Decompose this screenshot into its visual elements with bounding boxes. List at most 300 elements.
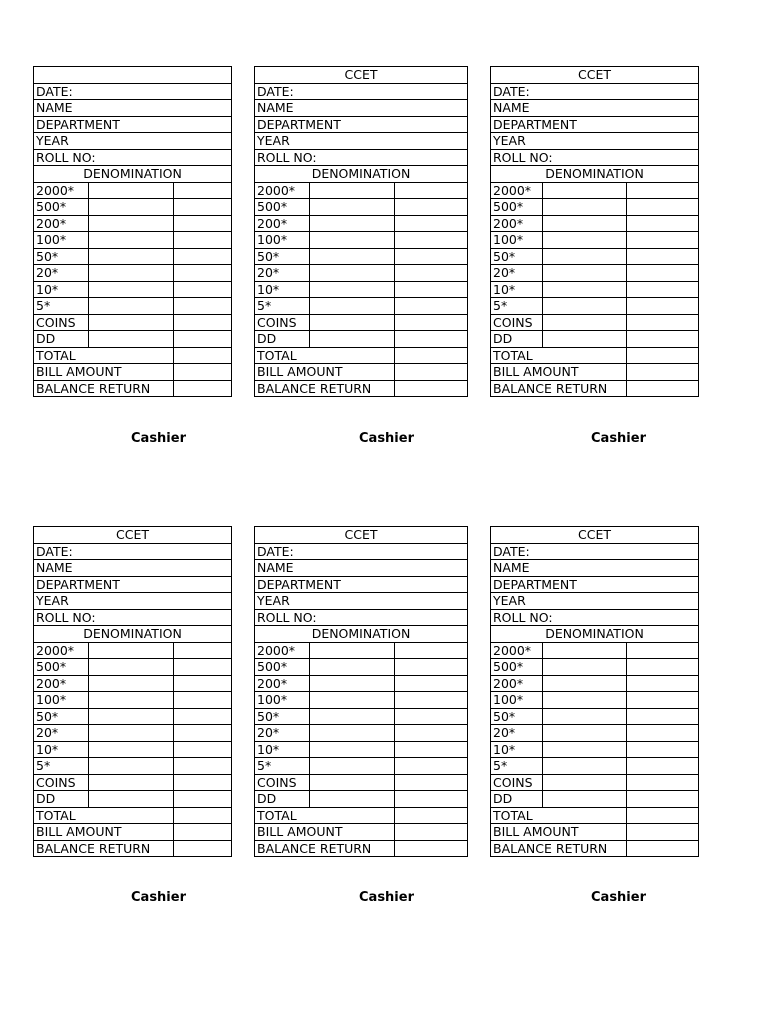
- info-label: DEPARTMENT: [255, 576, 468, 593]
- denomination-label: COINS: [491, 314, 543, 331]
- info-label: NAME: [34, 560, 232, 577]
- denomination-amount-cell: [174, 659, 232, 676]
- denomination-amount-cell: [174, 692, 232, 709]
- denomination-label: 50*: [491, 248, 543, 265]
- denomination-label: DD: [34, 331, 89, 348]
- summary-label: BILL AMOUNT: [491, 824, 627, 841]
- denomination-amount-cell: [174, 741, 232, 758]
- denomination-count-cell: [543, 215, 627, 232]
- denomination-count-cell: [89, 298, 174, 315]
- denomination-count-cell: [310, 248, 395, 265]
- info-row: [34, 576, 232, 593]
- summary-amount-cell: [174, 807, 232, 824]
- denomination-amount-cell: [627, 642, 699, 659]
- summary-row: [34, 824, 232, 841]
- summary-row: [491, 380, 699, 397]
- denomination-count-cell: [89, 642, 174, 659]
- denomination-amount-cell: [395, 232, 468, 249]
- denomination-label: 2000*: [34, 642, 89, 659]
- summary-amount-cell: [174, 347, 232, 364]
- denomination-row: [491, 265, 699, 282]
- cash-receipt-slip: [490, 526, 699, 857]
- summary-amount-cell: [395, 347, 468, 364]
- info-label: DATE:: [34, 543, 232, 560]
- info-row: [34, 133, 232, 150]
- denomination-row: [255, 774, 468, 791]
- summary-amount-cell: [174, 840, 232, 857]
- denomination-amount-cell: [395, 774, 468, 791]
- denomination-label: 100*: [34, 692, 89, 709]
- denomination-amount-cell: [395, 708, 468, 725]
- summary-row: [255, 364, 468, 381]
- denomination-row: [255, 692, 468, 709]
- denomination-count-cell: [543, 791, 627, 808]
- denomination-count-cell: [89, 281, 174, 298]
- denomination-count-cell: [543, 758, 627, 775]
- summary-row: [491, 364, 699, 381]
- denomination-row: [255, 314, 468, 331]
- denomination-label: 200*: [255, 675, 310, 692]
- cashier-signature-label: Cashier: [359, 890, 414, 905]
- denomination-count-cell: [310, 642, 395, 659]
- denomination-count-cell: [310, 215, 395, 232]
- denomination-amount-cell: [395, 199, 468, 216]
- denomination-amount-cell: [395, 791, 468, 808]
- denomination-row: [34, 675, 232, 692]
- denomination-header: DENOMINATION: [491, 166, 699, 183]
- denomination-row: [255, 182, 468, 199]
- summary-row: [491, 840, 699, 857]
- denomination-amount-cell: [395, 281, 468, 298]
- denomination-amount-cell: [627, 281, 699, 298]
- denomination-label: 100*: [255, 232, 310, 249]
- denomination-amount-cell: [627, 298, 699, 315]
- denomination-label: 5*: [491, 758, 543, 775]
- summary-label: TOTAL: [34, 807, 174, 824]
- info-row: [491, 149, 699, 166]
- denomination-amount-cell: [174, 331, 232, 348]
- denomination-amount-cell: [395, 725, 468, 742]
- info-row: [491, 560, 699, 577]
- denomination-row: [34, 331, 232, 348]
- info-label: DEPARTMENT: [255, 116, 468, 133]
- info-row: [255, 576, 468, 593]
- summary-label: BILL AMOUNT: [255, 364, 395, 381]
- denomination-header-row: [34, 626, 232, 643]
- denomination-label: DD: [34, 791, 89, 808]
- info-label: YEAR: [491, 593, 699, 610]
- summary-label: BALANCE RETURN: [255, 840, 395, 857]
- denomination-label: 2000*: [491, 642, 543, 659]
- denomination-row: [34, 232, 232, 249]
- denomination-count-cell: [89, 675, 174, 692]
- summary-row: [255, 840, 468, 857]
- denomination-amount-cell: [174, 791, 232, 808]
- info-label: NAME: [255, 100, 468, 117]
- denomination-label: 10*: [255, 281, 310, 298]
- info-row: [255, 609, 468, 626]
- denomination-label: DD: [491, 791, 543, 808]
- denomination-row: [491, 232, 699, 249]
- denomination-amount-cell: [395, 215, 468, 232]
- denomination-row: [34, 708, 232, 725]
- denomination-amount-cell: [627, 248, 699, 265]
- info-row: [255, 83, 468, 100]
- info-row: [255, 133, 468, 150]
- denomination-amount-cell: [174, 215, 232, 232]
- info-row: [491, 100, 699, 117]
- denomination-header-row: [255, 626, 468, 643]
- info-label: ROLL NO:: [34, 149, 232, 166]
- denomination-count-cell: [543, 331, 627, 348]
- denomination-label: 5*: [34, 298, 89, 315]
- summary-amount-cell: [395, 364, 468, 381]
- denomination-row: [34, 281, 232, 298]
- summary-label: TOTAL: [34, 347, 174, 364]
- info-row: [491, 609, 699, 626]
- summary-label: TOTAL: [491, 807, 627, 824]
- denomination-amount-cell: [627, 199, 699, 216]
- denomination-row: [34, 791, 232, 808]
- summary-label: BILL AMOUNT: [34, 364, 174, 381]
- denomination-count-cell: [543, 298, 627, 315]
- denomination-label: 200*: [255, 215, 310, 232]
- denomination-row: [34, 774, 232, 791]
- denomination-row: [491, 675, 699, 692]
- denomination-row: [255, 298, 468, 315]
- denomination-label: 10*: [34, 741, 89, 758]
- denomination-label: 500*: [34, 659, 89, 676]
- denomination-amount-cell: [627, 331, 699, 348]
- denomination-count-cell: [89, 265, 174, 282]
- denomination-amount-cell: [627, 741, 699, 758]
- denomination-count-cell: [89, 199, 174, 216]
- denomination-row: [34, 642, 232, 659]
- denomination-count-cell: [543, 659, 627, 676]
- denomination-row: [491, 708, 699, 725]
- denomination-header-row: [34, 166, 232, 183]
- summary-row: [34, 840, 232, 857]
- summary-label: TOTAL: [491, 347, 627, 364]
- denomination-row: [34, 199, 232, 216]
- denomination-count-cell: [310, 314, 395, 331]
- denomination-label: 20*: [255, 725, 310, 742]
- info-row: [34, 149, 232, 166]
- denomination-amount-cell: [627, 791, 699, 808]
- info-row: [34, 100, 232, 117]
- denomination-count-cell: [89, 774, 174, 791]
- summary-row: [255, 807, 468, 824]
- denomination-amount-cell: [395, 758, 468, 775]
- denomination-count-cell: [543, 281, 627, 298]
- denomination-count-cell: [89, 659, 174, 676]
- info-label: DATE:: [34, 83, 232, 100]
- denomination-amount-cell: [174, 725, 232, 742]
- info-label: NAME: [255, 560, 468, 577]
- denomination-row: [34, 659, 232, 676]
- denomination-count-cell: [89, 215, 174, 232]
- summary-amount-cell: [174, 380, 232, 397]
- denomination-count-cell: [89, 331, 174, 348]
- denomination-label: 20*: [34, 725, 89, 742]
- summary-amount-cell: [395, 840, 468, 857]
- denomination-row: [34, 248, 232, 265]
- denomination-label: 200*: [34, 215, 89, 232]
- denomination-count-cell: [89, 692, 174, 709]
- denomination-row: [491, 774, 699, 791]
- info-row: [255, 560, 468, 577]
- summary-label: BALANCE RETURN: [255, 380, 395, 397]
- cashier-signature-label: Cashier: [131, 431, 186, 446]
- summary-row: [491, 347, 699, 364]
- denomination-count-cell: [310, 265, 395, 282]
- denomination-label: 50*: [255, 708, 310, 725]
- info-row: [34, 543, 232, 560]
- summary-label: BILL AMOUNT: [491, 364, 627, 381]
- info-row: [255, 543, 468, 560]
- info-label: DATE:: [491, 543, 699, 560]
- cash-receipt-slip: [33, 526, 232, 857]
- denomination-count-cell: [310, 725, 395, 742]
- denomination-count-cell: [543, 725, 627, 742]
- denomination-label: 50*: [34, 248, 89, 265]
- info-row: [34, 593, 232, 610]
- denomination-count-cell: [543, 199, 627, 216]
- denomination-label: DD: [491, 331, 543, 348]
- slip-header-row: [255, 67, 468, 84]
- denomination-label: 5*: [255, 298, 310, 315]
- denomination-amount-cell: [174, 758, 232, 775]
- denomination-count-cell: [89, 708, 174, 725]
- summary-row: [491, 824, 699, 841]
- info-row: [34, 609, 232, 626]
- denomination-count-cell: [310, 758, 395, 775]
- denomination-row: [255, 215, 468, 232]
- denomination-amount-cell: [174, 774, 232, 791]
- denomination-count-cell: [543, 314, 627, 331]
- denomination-label: 20*: [491, 725, 543, 742]
- info-label: YEAR: [34, 133, 232, 150]
- denomination-header: DENOMINATION: [34, 626, 232, 643]
- denomination-amount-cell: [627, 232, 699, 249]
- denomination-count-cell: [310, 182, 395, 199]
- summary-row: [255, 347, 468, 364]
- cashier-signature-label: Cashier: [591, 431, 646, 446]
- denomination-row: [34, 741, 232, 758]
- info-row: [491, 133, 699, 150]
- info-row: [491, 576, 699, 593]
- denomination-amount-cell: [627, 265, 699, 282]
- denomination-label: DD: [255, 331, 310, 348]
- info-label: YEAR: [255, 593, 468, 610]
- info-label: DATE:: [255, 543, 468, 560]
- denomination-count-cell: [543, 675, 627, 692]
- info-label: NAME: [491, 100, 699, 117]
- denomination-row: [255, 725, 468, 742]
- denomination-amount-cell: [395, 642, 468, 659]
- denomination-row: [491, 741, 699, 758]
- info-label: DEPARTMENT: [491, 576, 699, 593]
- denomination-count-cell: [543, 248, 627, 265]
- denomination-row: [255, 708, 468, 725]
- denomination-count-cell: [310, 675, 395, 692]
- denomination-label: 20*: [491, 265, 543, 282]
- denomination-count-cell: [310, 281, 395, 298]
- denomination-amount-cell: [174, 248, 232, 265]
- denomination-amount-cell: [174, 265, 232, 282]
- denomination-row: [34, 298, 232, 315]
- denomination-count-cell: [543, 182, 627, 199]
- denomination-count-cell: [89, 725, 174, 742]
- denomination-amount-cell: [395, 265, 468, 282]
- denomination-row: [491, 692, 699, 709]
- denomination-count-cell: [89, 232, 174, 249]
- slip-header: CCET: [491, 527, 699, 544]
- denomination-row: [34, 725, 232, 742]
- denomination-amount-cell: [395, 298, 468, 315]
- cash-receipt-slip: [490, 66, 699, 397]
- denomination-row: [491, 642, 699, 659]
- denomination-label: 50*: [255, 248, 310, 265]
- denomination-count-cell: [310, 298, 395, 315]
- info-row: [491, 593, 699, 610]
- denomination-count-cell: [310, 199, 395, 216]
- denomination-amount-cell: [174, 675, 232, 692]
- denomination-row: [34, 692, 232, 709]
- cashier-signature-label: Cashier: [131, 890, 186, 905]
- denomination-count-cell: [310, 692, 395, 709]
- denomination-row: [255, 232, 468, 249]
- denomination-label: 100*: [491, 692, 543, 709]
- cashier-signature-label: Cashier: [591, 890, 646, 905]
- info-label: NAME: [491, 560, 699, 577]
- denomination-count-cell: [89, 741, 174, 758]
- denomination-row: [255, 331, 468, 348]
- summary-amount-cell: [174, 824, 232, 841]
- denomination-row: [491, 199, 699, 216]
- slip-header-row: [491, 67, 699, 84]
- info-label: ROLL NO:: [491, 149, 699, 166]
- slip-header: CCET: [34, 527, 232, 544]
- denomination-row: [255, 642, 468, 659]
- slip-header-row: [34, 67, 232, 84]
- summary-row: [255, 824, 468, 841]
- denomination-label: 200*: [491, 215, 543, 232]
- denomination-row: [255, 281, 468, 298]
- denomination-label: 100*: [255, 692, 310, 709]
- denomination-label: 200*: [34, 675, 89, 692]
- info-label: YEAR: [491, 133, 699, 150]
- summary-amount-cell: [395, 807, 468, 824]
- denomination-label: 10*: [491, 741, 543, 758]
- summary-label: TOTAL: [255, 347, 395, 364]
- denomination-count-cell: [543, 741, 627, 758]
- denomination-count-cell: [310, 331, 395, 348]
- summary-row: [34, 364, 232, 381]
- info-row: [255, 116, 468, 133]
- info-label: DATE:: [491, 83, 699, 100]
- denomination-row: [491, 659, 699, 676]
- denomination-amount-cell: [174, 314, 232, 331]
- denomination-label: 10*: [491, 281, 543, 298]
- denomination-label: 500*: [255, 659, 310, 676]
- denomination-amount-cell: [174, 199, 232, 216]
- denomination-label: 20*: [34, 265, 89, 282]
- denomination-header-row: [491, 626, 699, 643]
- summary-amount-cell: [174, 364, 232, 381]
- denomination-label: 2000*: [34, 182, 89, 199]
- info-label: DEPARTMENT: [34, 576, 232, 593]
- denomination-row: [34, 314, 232, 331]
- denomination-label: DD: [255, 791, 310, 808]
- summary-row: [255, 380, 468, 397]
- denomination-label: 500*: [491, 659, 543, 676]
- summary-amount-cell: [627, 347, 699, 364]
- denomination-amount-cell: [627, 675, 699, 692]
- denomination-amount-cell: [174, 708, 232, 725]
- denomination-amount-cell: [395, 659, 468, 676]
- denomination-amount-cell: [627, 758, 699, 775]
- denomination-amount-cell: [174, 281, 232, 298]
- summary-row: [34, 807, 232, 824]
- denomination-count-cell: [89, 758, 174, 775]
- denomination-row: [255, 791, 468, 808]
- info-label: YEAR: [34, 593, 232, 610]
- denomination-amount-cell: [395, 182, 468, 199]
- info-label: DATE:: [255, 83, 468, 100]
- denomination-header: DENOMINATION: [491, 626, 699, 643]
- denomination-amount-cell: [395, 314, 468, 331]
- denomination-row: [491, 298, 699, 315]
- slip-header-row: [34, 527, 232, 544]
- denomination-row: [255, 741, 468, 758]
- info-row: [255, 100, 468, 117]
- denomination-row: [491, 331, 699, 348]
- cashier-signature-label: Cashier: [359, 431, 414, 446]
- denomination-label: 100*: [491, 232, 543, 249]
- denomination-label: 200*: [491, 675, 543, 692]
- denomination-count-cell: [543, 774, 627, 791]
- cash-receipt-slip: [254, 66, 468, 397]
- summary-label: BALANCE RETURN: [491, 380, 627, 397]
- denomination-count-cell: [310, 708, 395, 725]
- denomination-amount-cell: [395, 675, 468, 692]
- denomination-label: 500*: [491, 199, 543, 216]
- denomination-label: COINS: [34, 774, 89, 791]
- summary-amount-cell: [627, 824, 699, 841]
- info-label: NAME: [34, 100, 232, 117]
- denomination-amount-cell: [174, 232, 232, 249]
- denomination-row: [491, 725, 699, 742]
- summary-row: [34, 347, 232, 364]
- info-label: DEPARTMENT: [34, 116, 232, 133]
- denomination-row: [255, 758, 468, 775]
- denomination-amount-cell: [627, 725, 699, 742]
- cash-receipt-slip: [254, 526, 468, 857]
- denomination-row: [491, 215, 699, 232]
- denomination-amount-cell: [627, 314, 699, 331]
- denomination-row: [34, 215, 232, 232]
- denomination-header-row: [491, 166, 699, 183]
- denomination-label: 5*: [255, 758, 310, 775]
- denomination-amount-cell: [174, 182, 232, 199]
- denomination-count-cell: [543, 708, 627, 725]
- denomination-amount-cell: [395, 692, 468, 709]
- info-row: [491, 83, 699, 100]
- denomination-row: [34, 182, 232, 199]
- denomination-count-cell: [543, 265, 627, 282]
- denomination-amount-cell: [174, 298, 232, 315]
